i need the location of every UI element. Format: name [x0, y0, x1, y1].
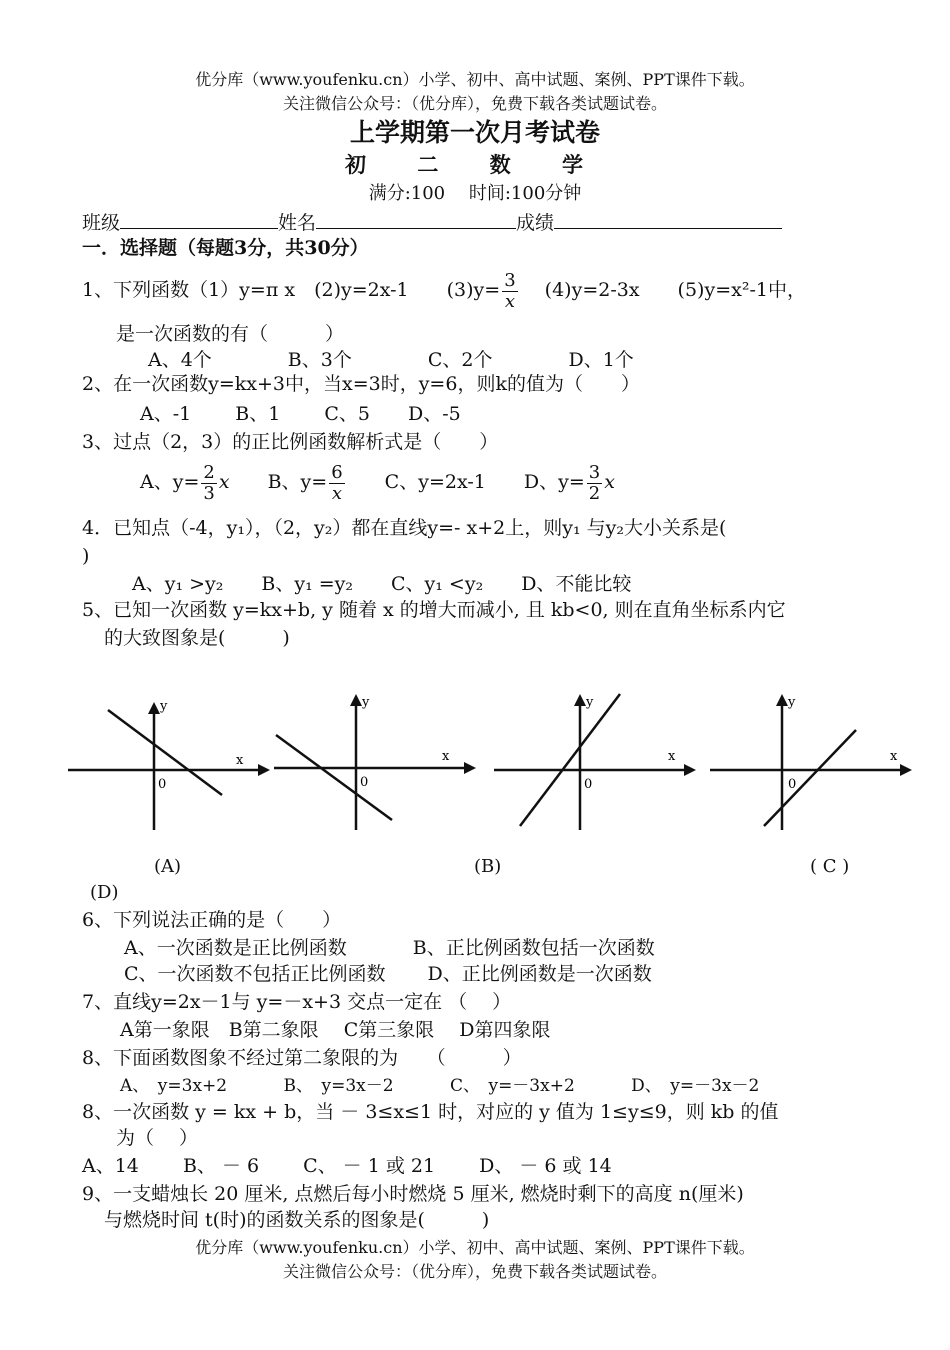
q6-option-b: B、正比例函数包括一次函数: [412, 937, 655, 959]
class-blank[interactable]: [120, 210, 278, 229]
q3-a-fraction: [201, 463, 216, 504]
graph-line: [276, 735, 392, 820]
student-fields: [82, 210, 782, 235]
y-arrow-icon: [148, 702, 160, 714]
score-blank[interactable]: [554, 210, 782, 229]
question-4-stem: 4．已知点（-4，y₁），（2，y₂）都在直线y=- x+2上，则y₁ 与y₂大小关系是(: [82, 517, 727, 539]
footer-line-2: 关注微信公众号：（优分库），免费下载各类试题试卷。: [282, 1262, 667, 1281]
graph-b: [268, 680, 488, 850]
q3-b-num: 6: [331, 461, 343, 483]
question-5-stem: 5、已知一次函数 y=kx+b, y 随着 x 的增大而减小, 且 kb<0, 则在直角坐标系内它: [82, 599, 786, 621]
question-9-stem: 9、一支蜡烛长 20 厘米, 点燃后每小时燃烧 5 厘米, 燃烧时剩下的高度 n(厘米): [82, 1183, 744, 1205]
q3-d-fraction: [587, 463, 602, 504]
graph-c: [488, 680, 708, 850]
graph-line: [520, 694, 620, 826]
x-arrow-icon: [684, 764, 696, 776]
question-4-options: A、y₁ >y₂ B、y₁ =y₂ C、y₁ <y₂ D、不能比较: [132, 573, 632, 595]
y-arrow-icon: [574, 694, 586, 706]
q1-frac-num: 3: [504, 269, 516, 291]
question-6-options-row1: [124, 936, 655, 960]
q3-b-den: x: [331, 482, 342, 504]
q1-rest: (4)y=2-3x (5)y=x²-1中，: [519, 279, 806, 301]
question-7-options: A第一象限 B第二象限 C第三象限 D第四象限: [120, 1019, 551, 1041]
question-9-line2: 与燃烧时间 t(时)的函数关系的图象是( ): [104, 1209, 490, 1231]
x-arrow-icon: [900, 764, 912, 776]
q3-option-a: A、y=: [140, 471, 200, 493]
x-label: x: [890, 749, 898, 764]
question-8b-options: A、14 B、 － 6 C、 － 1 或 21 D、 － 6 或 14: [82, 1155, 612, 1177]
origin-label: 0: [158, 777, 167, 792]
q3-option-c: C、y=2x-1: [384, 471, 486, 493]
graph-label-d: (D): [90, 882, 119, 903]
x-label: x: [236, 753, 244, 768]
question-2-options: A、-1 B、1 C、5 D、-5: [140, 403, 461, 425]
question-3-options: [140, 460, 615, 504]
question-5-line2: 的大致图象是( ): [104, 627, 290, 649]
question-7-stem: 7、直线y=2x－1与 y=－x+3 交点一定在 （ ）: [82, 991, 512, 1013]
q3-a-den: 3: [203, 482, 215, 504]
question-2-stem: 2、在一次函数y=kx+3中，当x=3时，y=6，则k的值为（ ）: [82, 373, 640, 395]
origin-label: 0: [788, 777, 797, 792]
q3-d-num: 3: [588, 461, 601, 483]
question-6-stem: 6、下列说法正确的是（ ）: [82, 909, 342, 931]
q3-a-num: 2: [203, 461, 215, 483]
question-4-line2: ): [82, 545, 90, 567]
x-label: x: [668, 749, 676, 764]
question-1-stem: [82, 268, 806, 312]
q1-frac-den: x: [504, 290, 515, 312]
q1-text: 1、下列函数（1）y=π x (2)y=2x-1 (3)y=: [82, 279, 501, 301]
question-1-options: A、4个 B、3个 C、2个 D、1个: [148, 349, 634, 371]
section-heading: 一．选择题（每题3分，共30分）: [82, 237, 369, 259]
y-label: y: [586, 695, 594, 710]
name-label: 姓名: [278, 212, 317, 234]
header-line-1: 优分库（www.youfenku.cn）小学、初中、高中试题、案例、PPT课件下载。: [195, 70, 755, 89]
x-label: x: [442, 749, 450, 764]
y-arrow-icon: [350, 694, 362, 706]
question-8a-stem: 8、下面函数图象不经过第二象限的为 （ ）: [82, 1047, 522, 1069]
graph-label-a: (A): [154, 856, 182, 877]
graph-label-b: (B): [474, 856, 502, 877]
x-arrow-icon: [464, 762, 476, 774]
question-6-options-row2: [124, 962, 652, 986]
graph-line: [764, 730, 856, 826]
q3-option-b: B、y=: [267, 471, 328, 493]
y-arrow-icon: [776, 694, 788, 706]
q3-a-var: x: [218, 471, 230, 493]
question-8b-line2: 为（ ）: [116, 1127, 199, 1149]
question-3-stem: 3、过点（2，3）的正比例函数解析式是（ ）: [82, 431, 499, 453]
page-subtitle: 初 二 数 学: [345, 152, 605, 177]
y-label: y: [362, 695, 370, 710]
graph-label-c: ( C ): [810, 856, 850, 877]
q6-option-c: C、一次函数不包括正比例函数: [124, 963, 386, 985]
q3-d-var: x: [604, 471, 615, 493]
class-label: 班级: [82, 212, 121, 234]
header-line-2: 关注微信公众号：（优分库），免费下载各类试题试卷。: [282, 94, 667, 113]
score-label: 成绩: [516, 212, 555, 234]
question-1-line2: 是一次函数的有（ ）: [116, 323, 345, 345]
q6-option-a: A、一次函数是正比例函数: [124, 937, 347, 959]
footer-line-1: 优分库（www.youfenku.cn）小学、初中、高中试题、案例、PPT课件下载。: [195, 1238, 755, 1257]
origin-label: 0: [360, 775, 369, 790]
y-label: y: [160, 699, 168, 714]
page-title: 上学期第一次月考试卷: [349, 118, 600, 147]
graph-a: [62, 680, 282, 850]
graph-d: [704, 680, 924, 850]
q3-d-den: 2: [588, 482, 601, 504]
question-8b-stem: 8、一次函数 y = kx + b，当 － 3≤x≤1 时，对应的 y 值为 1≤y≤9，则 kb 的值: [82, 1101, 779, 1123]
y-label: y: [788, 695, 796, 710]
q1-fraction: [502, 271, 517, 312]
q3-option-d: D、y=: [523, 471, 585, 493]
question-8a-options: A、 y=3x+2 B、 y=3x－2 C、 y=－3x+2 D、 y=－3x－2: [120, 1076, 760, 1096]
q3-b-fraction: [329, 463, 344, 504]
origin-label: 0: [584, 777, 593, 792]
name-blank[interactable]: [316, 210, 516, 229]
exam-meta: 满分:100 时间:100分钟: [368, 183, 582, 204]
q6-option-d: D、正比例函数是一次函数: [427, 963, 652, 985]
